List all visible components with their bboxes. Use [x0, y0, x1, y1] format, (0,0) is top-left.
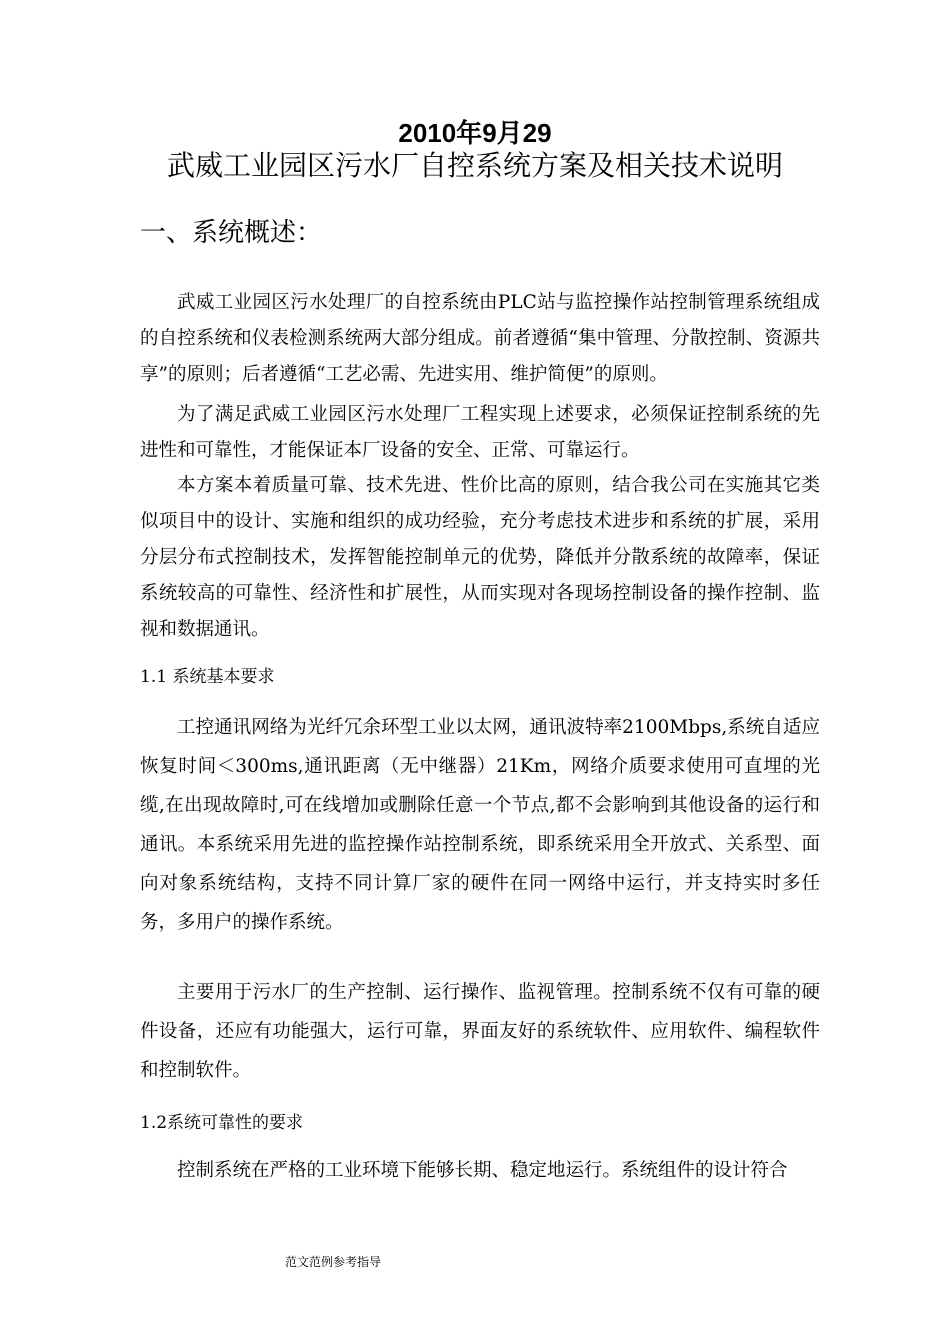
page-footer: 范文范例参考指导	[285, 1255, 382, 1269]
document-date: 2010年9月29	[398, 118, 552, 148]
paragraph-reliability: 控制系统在严格的工业环境下能够长期、稳定地运行。系统组件的设计符合	[177, 1160, 788, 1181]
section-heading-overview: 一、系统概述：	[140, 218, 323, 248]
paragraph-design-principles: 本方案本着质量可靠、技术先进、性价比高的原则，结合我公司在实施其它类似项目中的设计、实施和组织的成功经验，充分考虑技术进步和系统的扩展，采用分层分布式控制技术，发挥智能控制单元的优势，降低并分散系统的故障率，保证系统较高的可靠性、经济性和扩展性，从而实现对各现场控制设备的操作控制、监视和数据通讯。	[140, 475, 820, 640]
paragraph-network: 工控通讯网络为光纤冗余环型工业以太网，通讯波特率2100Mbps,系统自适应恢复时间＜300ms,通讯距离（无中继器）21Km，网络介质要求使用可直埋的光缆,在出现故障时,可在线增加或删除任意一个节点,都不会影响到其他设备的运行和通讯。本系统采用先进的监控操作站控制系统，即系统采用全开放式、关系型、面向对象系统结构，支持不同计算厂家的硬件在同一网络中运行，并支持实时多任务，多用户的操作系统。	[140, 717, 820, 933]
subsection-heading-basic-requirements: 1.1 系统基本要求	[140, 667, 275, 687]
subsection-heading-reliability: 1.2系统可靠性的要求	[140, 1113, 304, 1133]
document-title: 武威工业园区污水厂自控系统方案及相关技术说明	[166, 149, 783, 182]
paragraph-system-composition: 武威工业园区污水处理厂的自控系统由PLC站与监控操作站控制管理系统组成的自控系统和仪表检测系统两大部分组成。前者遵循“集中管理、分散控制、资源共享”的原则；后者遵循“工艺必需、先进实用、维护简便”的原则。	[140, 292, 820, 385]
paragraph-main-use: 主要用于污水厂的生产控制、运行操作、监视管理。控制系统不仅有可靠的硬件设备，还应有功能强大，运行可靠，界面友好的系统软件、应用软件、编程软件和控制软件。	[140, 982, 820, 1081]
paragraph-requirements: 为了满足武威工业园区污水处理厂工程实现上述要求，必须保证控制系统的先进性和可靠性，才能保证本厂设备的安全、正常、可靠运行。	[140, 404, 820, 461]
